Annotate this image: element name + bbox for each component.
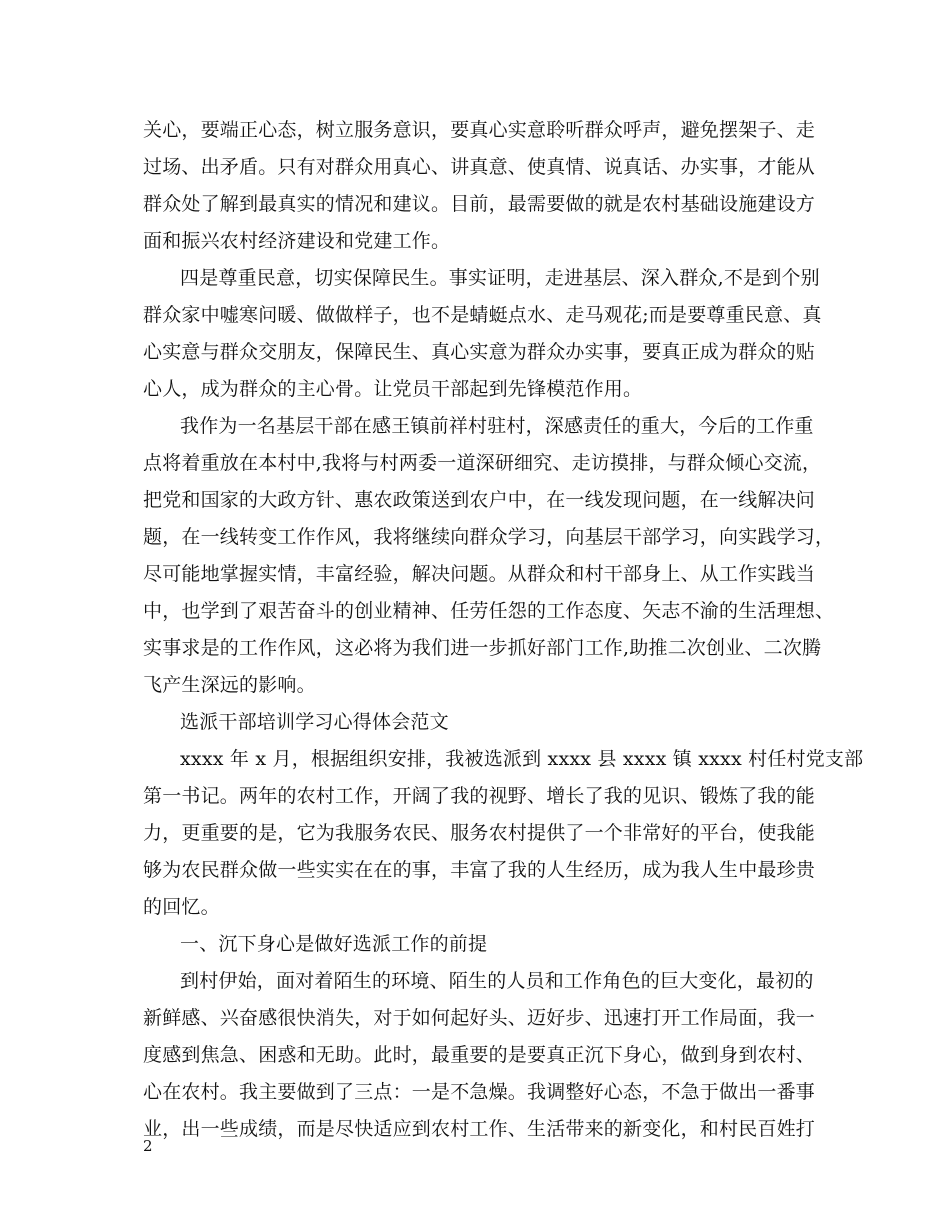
text-line: 飞产生深远的影响。: [143, 674, 316, 696]
text-line: 把党和国家的大政方针、惠农政策送到农户中，在一线发现问题，在一线解决问: [143, 489, 816, 511]
text-line: 心实意与群众交朋友，保障民生、真心实意为群众办实事，要真正成为群众的贴: [143, 341, 816, 363]
text-line: 群众处了解到最真实的情况和建议。目前，最需要做的就是农村基础设施建设方: [143, 193, 816, 215]
text-line: 中，也学到了艰苦奋斗的创业精神、任劳任怨的工作态度、矢志不渝的生活理想、: [143, 600, 835, 622]
text-line: 够为农民群众做一些实实在在的事，丰富了我的人生经历，成为我人生中最珍贵: [143, 859, 816, 881]
text-line: 第一书记。两年的农村工作，开阔了我的视野、增长了我的见识、锻炼了我的能: [143, 785, 816, 807]
text-line: 我作为一名基层干部在感王镇前祥村驻村，深感责任的重大，今后的工作重: [180, 415, 814, 437]
text-line: 心人，成为群众的主心骨。让党员干部起到先锋模范作用。: [143, 378, 643, 400]
text-line: 实事求是的工作作风，这必将为我们进一步抓好部门工作,助推二次创业、二次腾: [143, 637, 822, 659]
text-line: 群众家中嘘寒问暖、做做样子，也不是蜻蜓点水、走马观花;而是要尊重民意、真: [143, 304, 822, 326]
text-line: 点将着重放在本村中,我将与村两委一道深研细究、走访摸排，与群众倾心交流，: [143, 452, 822, 474]
text-line: 力，更重要的是，它为我服务农民、服务农村提供了一个非常好的平台，使我能: [143, 822, 816, 844]
text-line: xxxx 年 x 月，根据组织安排，我被选派到 xxxx 县 xxxx 镇 xxxx 村任村党支部: [180, 748, 864, 770]
section-title: 选派干部培训学习心得体会范文: [180, 711, 449, 733]
text-line: 四是尊重民意，切实保障民生。事实证明，走进基层、深入群众,不是到个别: [180, 267, 820, 289]
text-line: 过场、出矛盾。只有对群众用真心、讲真意、使真情、说真话、办实事，才能从: [143, 156, 816, 178]
text-line: 心在农村。我主要做到了三点：一是不急燥。我调整好心态，不急于做出一番事: [143, 1081, 816, 1103]
text-line: 题，在一线转变工作作风，我将继续向群众学习，向基层干部学习，向实践学习，: [143, 526, 835, 548]
text-line: 的回忆。: [143, 896, 220, 918]
text-line: 新鲜感、兴奋感很快消失，对于如何起好头、迈好步、迅速打开工作局面，我一: [143, 1007, 816, 1029]
text-line: 度感到焦急、困惑和无助。此时，最重要的是要真正沉下身心，做到身到农村、: [143, 1044, 816, 1066]
text-line: 关心，要端正心态，树立服务意识，要真心实意聆听群众呼声，避免摆架子、走: [143, 119, 816, 141]
text-line: 尽可能地掌握实情，丰富经验，解决问题。从群众和村干部身上、从工作实践当: [143, 563, 816, 585]
page-number: 2: [143, 1137, 153, 1155]
text-line: 面和振兴农村经济建设和党建工作。: [143, 230, 451, 252]
text-line: 到村伊始，面对着陌生的环境、陌生的人员和工作角色的巨大变化，最初的: [180, 970, 814, 992]
subsection-heading: 一、沉下身心是做好选派工作的前提: [180, 933, 488, 955]
text-line: 业，出一些成绩，而是尽快适应到农村工作、生活带来的新变化，和村民百姓打: [143, 1118, 816, 1140]
